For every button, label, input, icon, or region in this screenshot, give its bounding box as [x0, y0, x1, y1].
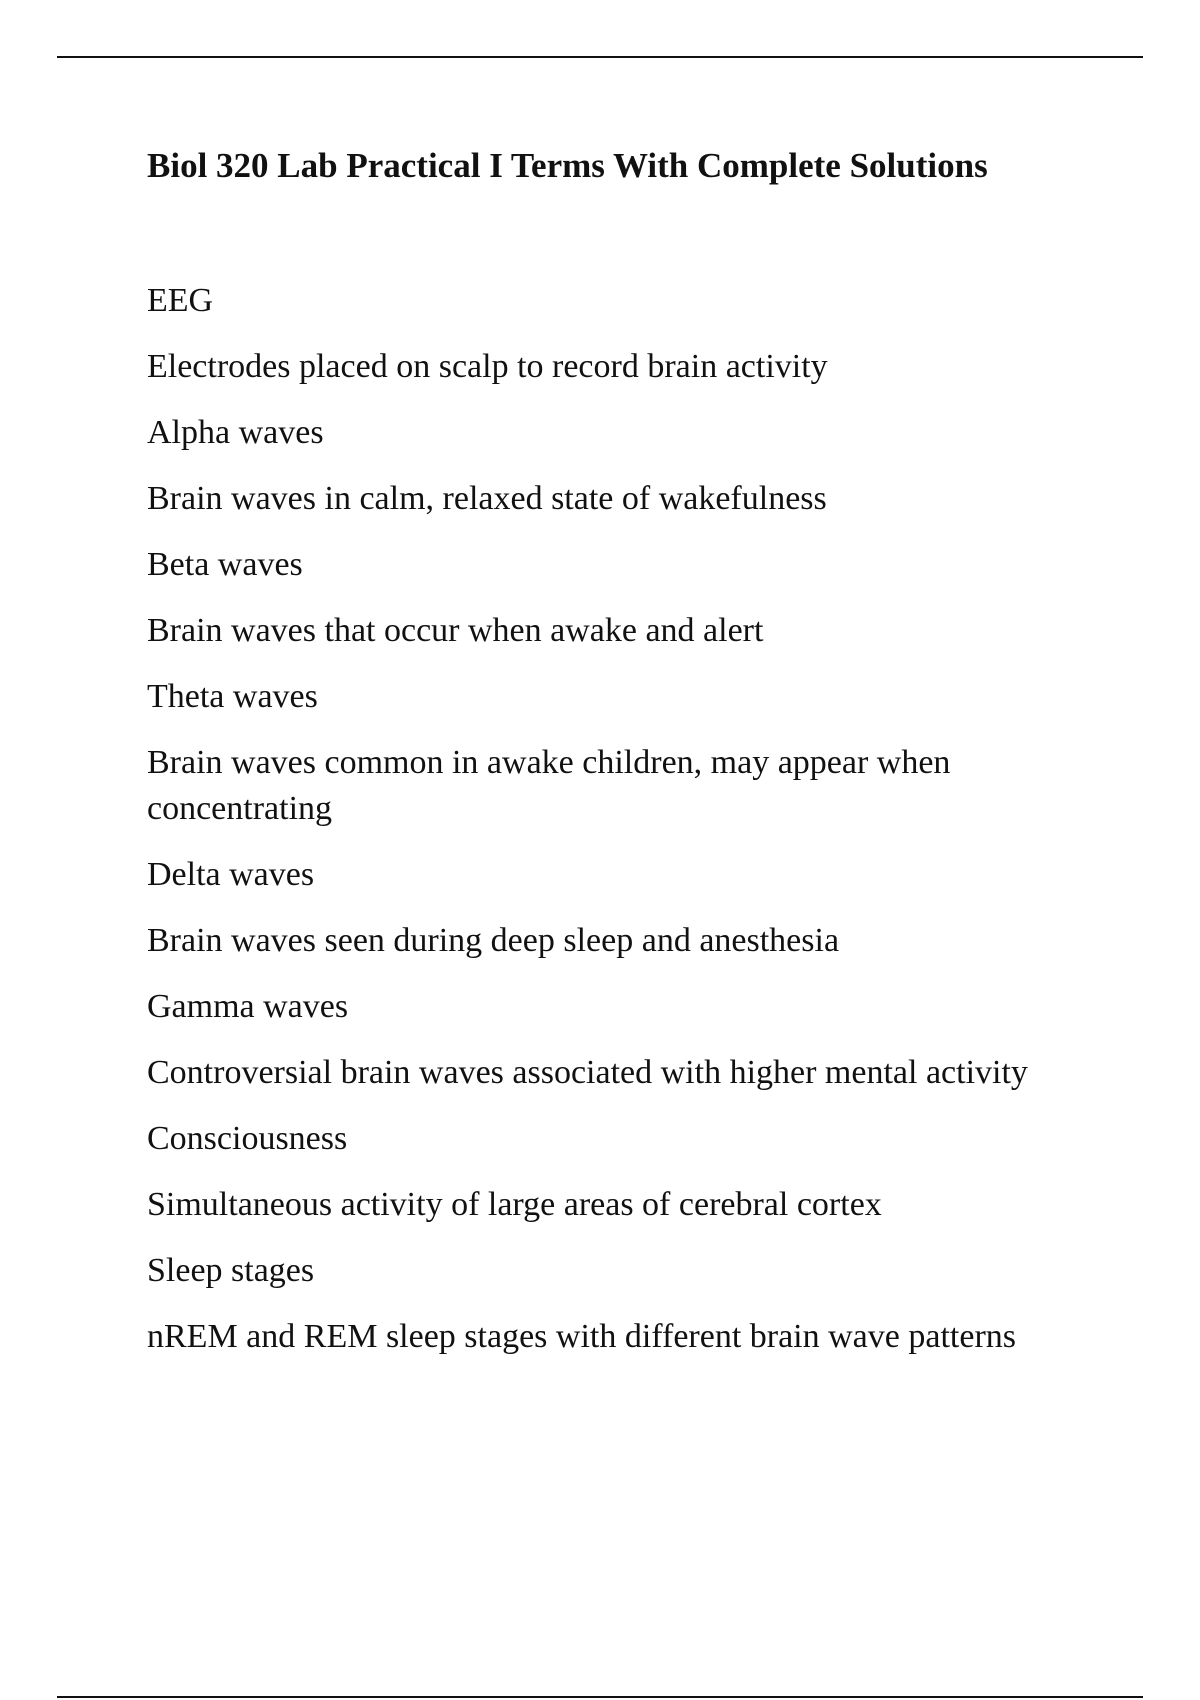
definition-sleep-stages: nREM and REM sleep stages with different brain wave patterns [147, 1318, 1016, 1355]
term-eeg: EEG [147, 282, 214, 319]
term-gamma-waves: Gamma waves [147, 988, 349, 1025]
definition-delta-waves: Brain waves seen during deep sleep and anesthesia [147, 922, 840, 959]
term-theta-waves: Theta waves [147, 678, 318, 715]
terms-list [147, 278, 1107, 1380]
term-sleep-stages: Sleep stages [147, 1252, 315, 1289]
definition-beta-waves: Brain waves that occur when awake and alert [147, 612, 764, 649]
term-delta-waves: Delta waves [147, 856, 315, 893]
definition-theta-waves: Brain waves common in awake children, may appear when concentrating [147, 744, 951, 827]
page-title: Biol 320 Lab Practical I Terms With Complete Solutions [147, 146, 988, 185]
definition-alpha-waves: Brain waves in calm, relaxed state of wakefulness [147, 480, 827, 517]
bottom-divider [57, 1696, 1143, 1698]
term-beta-waves: Beta waves [147, 546, 303, 583]
term-alpha-waves: Alpha waves [147, 414, 324, 451]
definition-gamma-waves: Controversial brain waves associated with higher mental activity [147, 1054, 1028, 1091]
definition-eeg: Electrodes placed on scalp to record brain activity [147, 348, 828, 385]
top-divider [57, 56, 1143, 58]
term-consciousness: Consciousness [147, 1120, 348, 1157]
definition-consciousness: Simultaneous activity of large areas of cerebral cortex [147, 1186, 882, 1223]
